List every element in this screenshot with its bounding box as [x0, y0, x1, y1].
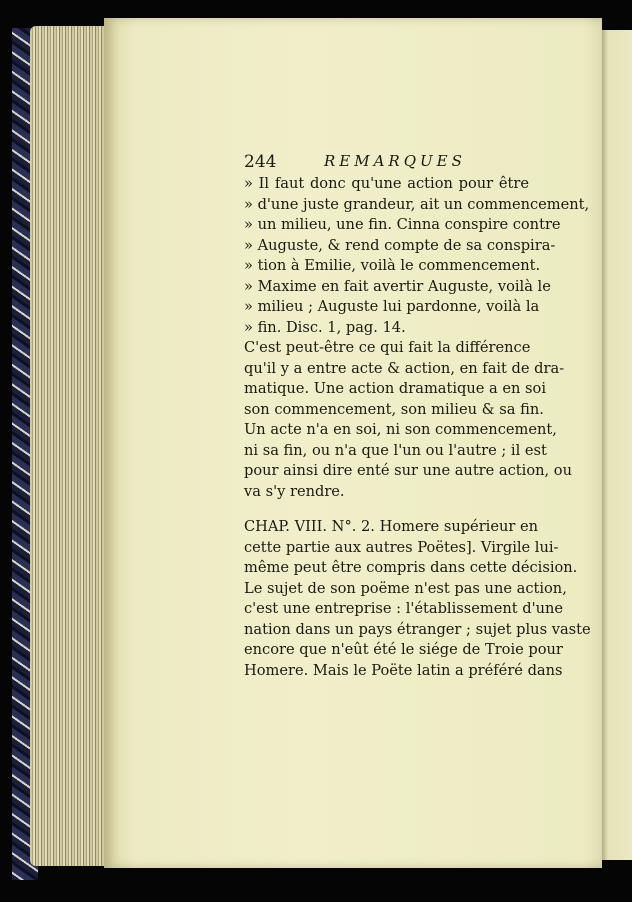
paragraph-gap: [244, 502, 529, 517]
running-title: REMARQUES: [324, 152, 466, 170]
text-line: c'est une entreprise : l'établissement d'une: [244, 600, 564, 617]
text-line: pour ainsi dire enté sur une autre action, ou: [244, 462, 572, 479]
text-line: Un acte n'a en soi, ni son commencement,: [244, 421, 557, 438]
text-line: C'est peut-être ce qui fait la différence: [244, 339, 531, 356]
text-line: » Il faut donc qu'une action pour être: [244, 175, 529, 192]
text-line: encore que n'eût été le siége de Troie pour: [244, 641, 563, 658]
text-line: ni sa fin, ou n'a que l'un ou l'autre ; il est: [244, 441, 547, 459]
text-line: son commencement, son milieu & sa fin.: [244, 400, 544, 418]
text-line: va s'y rendre.: [244, 482, 345, 500]
text-line: » tion à Emilie, voilà le commencement.: [244, 257, 541, 274]
page-header: [244, 152, 534, 174]
text-line: matique. Une action dramatique a en soi: [244, 380, 546, 397]
text-line: Homere. Mais le Poëte latin a préféré dans: [244, 661, 563, 679]
text-line: Le sujet de son poëme n'est pas une action,: [244, 579, 567, 597]
text-line: » milieu ; Auguste lui pardonne, voilà la: [244, 298, 540, 315]
text-line: CHAP. VIII. N°. 2. Homere supérieur en: [244, 518, 539, 535]
text-line: » Maxime en fait avertir Auguste, voilà le: [244, 277, 551, 295]
text-line: » un milieu, une fin. Cinna conspire contre: [244, 216, 561, 233]
text-line: cette partie aux autres Poëtes]. Virgile lui-: [244, 538, 559, 556]
body-text: [244, 174, 591, 681]
text-line: même peut être compris dans cette décision.: [244, 559, 578, 576]
page-number: 244: [244, 152, 277, 172]
text-line: » fin. Disc. 1, pag. 14.: [244, 318, 406, 336]
page-edges: [30, 26, 110, 866]
facing-page-edge: [598, 30, 632, 860]
text-line: qu'il y a entre acte & action, en fait de dra-: [244, 359, 565, 377]
text-line: » d'une juste grandeur, ait un commencement,: [244, 195, 590, 213]
text-line: » Auguste, & rend compte de sa conspira-: [244, 236, 556, 254]
text-line: nation dans un pays étranger ; sujet plus vaste: [244, 620, 591, 638]
